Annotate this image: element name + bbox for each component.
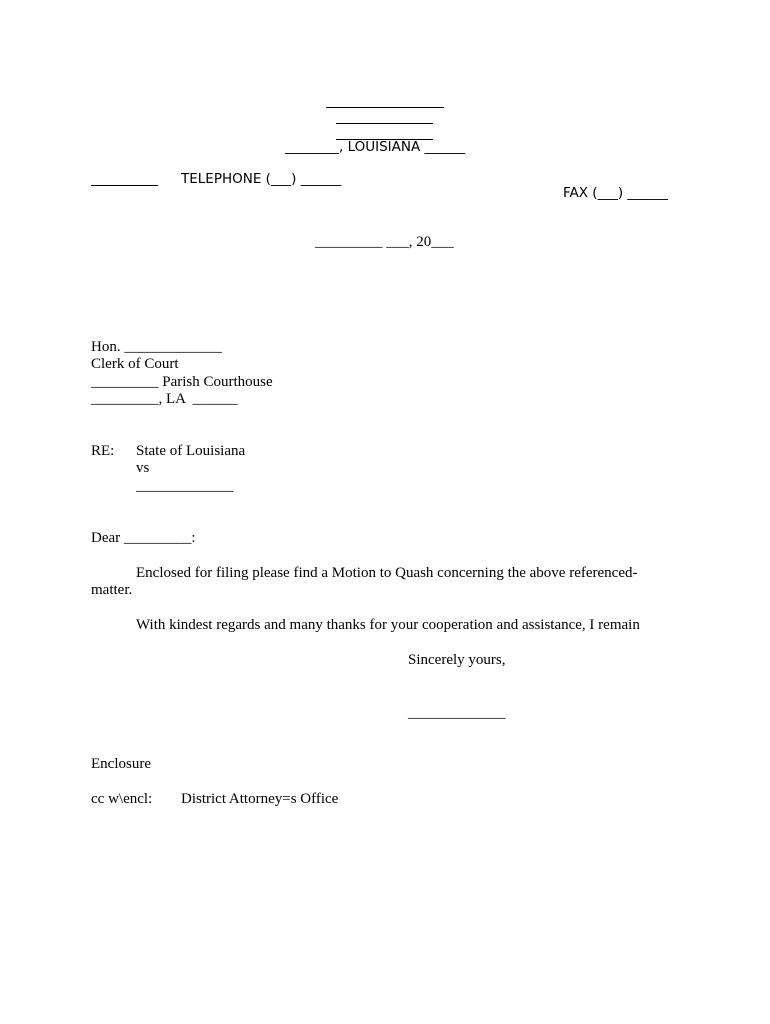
- enclosure-label: Enclosure: [91, 756, 151, 772]
- cc-label: cc w\encl:: [91, 791, 153, 807]
- body-paragraph-2: With kindest regards and many thanks for your cooperation and assistance, I remain: [136, 617, 640, 633]
- date-line: _________ ___, 20___: [315, 234, 454, 250]
- letterhead-blank-line-1: [326, 107, 444, 108]
- letterhead-blank-line-2: [336, 123, 433, 124]
- body-paragraph-1-line-1: Enclosed for filing please find a Motion to Quash concerning the above referenced-: [136, 565, 638, 581]
- signature-line: _____________: [408, 705, 506, 721]
- letterhead-telephone: TELEPHONE (___) ______: [181, 171, 342, 187]
- recipient-line-2: Clerk of Court: [91, 356, 179, 372]
- letterhead-fax: FAX (___) ______: [563, 185, 668, 201]
- salutation: Dear _________:: [91, 530, 196, 546]
- recipient-line-3: _________ Parish Courthouse: [91, 374, 273, 390]
- recipient-line-4: _________, LA ______: [91, 391, 238, 407]
- re-line-1: State of Louisiana: [136, 443, 246, 459]
- re-line-2: vs: [136, 460, 150, 476]
- closing-text: Sincerely yours,: [408, 652, 506, 668]
- recipient-line-1: Hon. _____________: [91, 339, 222, 355]
- re-label: RE:: [91, 443, 115, 459]
- letterhead-city-state: ________, LOUISIANA ______: [285, 139, 466, 155]
- letterhead-name-line: [91, 185, 158, 186]
- re-line-3: _____________: [136, 478, 234, 494]
- body-paragraph-1-line-2: matter.: [91, 582, 133, 598]
- cc-value: District Attorney=s Office: [181, 791, 339, 807]
